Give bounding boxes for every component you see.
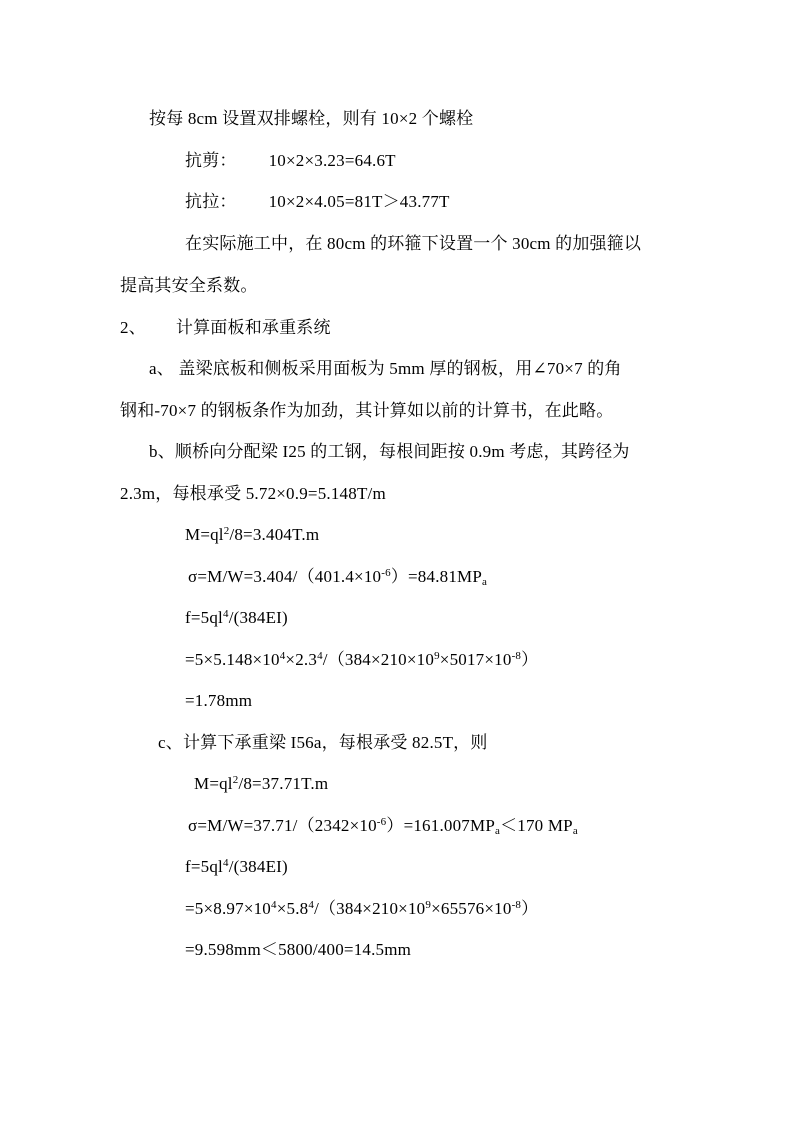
tension-value: 10×2×4.05=81T＞43.77T xyxy=(268,192,450,211)
text: c、计算下承重梁 I56a，每根承受 82.5T，则 xyxy=(158,733,488,752)
shear-label: 抗剪： xyxy=(185,151,237,170)
superscript: 4 xyxy=(271,899,277,911)
formula-deflection-b-result xyxy=(185,690,252,712)
superscript: 2 xyxy=(223,525,230,537)
text: =1.78mm xyxy=(185,691,253,710)
subscript: a xyxy=(572,825,578,837)
superscript: 2 xyxy=(232,774,239,786)
text: ×65576×10 xyxy=(431,899,512,918)
superscript: 4 xyxy=(317,650,323,662)
text-line-item-c xyxy=(158,732,488,754)
formula-deflection-b xyxy=(185,607,288,629)
superscript: 9 xyxy=(434,650,440,662)
formula-moment-b xyxy=(185,524,319,546)
superscript: -8 xyxy=(511,899,522,911)
text: /8=37.71T.m xyxy=(238,774,329,793)
text: ） xyxy=(521,899,539,918)
text: 按每 8cm 设置双排螺栓，则有 10×2 个螺栓 xyxy=(149,109,474,128)
formula-moment-c xyxy=(194,773,328,795)
formula-stress-c xyxy=(188,815,578,837)
text: /（384×210×10 xyxy=(322,650,435,669)
superscript: -8 xyxy=(511,650,522,662)
text: σ=M/W=3.404/（401.4×10 xyxy=(188,567,382,586)
text: ×5.8 xyxy=(276,899,309,918)
text-line-item-b xyxy=(149,441,630,463)
text-line-tension xyxy=(185,191,450,213)
text-line-item-a-cont xyxy=(120,400,613,422)
text: M=ql xyxy=(185,525,224,544)
text-line-bolt-setup xyxy=(149,108,473,130)
formula-deflection-c-calc xyxy=(185,898,538,920)
text: 提高其安全系数。 xyxy=(120,276,258,295)
text: ＜170 MP xyxy=(500,816,573,835)
text: M=ql xyxy=(194,774,233,793)
superscript: -6 xyxy=(381,567,391,579)
text-line-shear xyxy=(185,150,396,172)
text-line-safety xyxy=(120,275,258,297)
text: ）=161.007MP xyxy=(386,816,495,835)
text-line-item-b-cont xyxy=(120,483,386,505)
text: /(384EI) xyxy=(228,608,288,627)
subscript: a xyxy=(482,576,488,588)
text: 2.3m，每根承受 5.72×0.9=5.148T/m xyxy=(120,484,386,503)
text: /（384×210×10 xyxy=(314,899,426,918)
text: ×5017×10 xyxy=(439,650,512,669)
text: ×2.3 xyxy=(285,650,318,669)
superscript: 4 xyxy=(279,650,286,662)
formula-deflection-c xyxy=(185,856,288,878)
section-title: 计算面板和承重系统 xyxy=(175,318,331,337)
text: f=5ql xyxy=(185,857,223,876)
text: 钢和-70×7 的钢板条作为加劲，其计算如以前的计算书，在此略。 xyxy=(120,401,614,420)
section-number: 2、 xyxy=(120,318,146,337)
text: b、顺桥向分配梁 I25 的工钢，每根间距按 0.9m 考虑，其跨径为 xyxy=(149,442,630,461)
text: =5×5.148×10 xyxy=(185,650,280,669)
text-line-item-a xyxy=(149,358,622,380)
superscript: 4 xyxy=(222,608,229,620)
formula-deflection-b-calc xyxy=(185,649,538,671)
text: ）=84.81MP xyxy=(390,567,483,586)
text: =5×8.97×10 xyxy=(185,899,272,918)
text: /(384EI) xyxy=(228,857,288,876)
shear-value: 10×2×3.23=64.6T xyxy=(268,151,396,170)
text: a、 盖梁底板和侧板采用面板为 5mm 厚的钢板，用∠70×7 的角 xyxy=(149,359,622,378)
subscript: a xyxy=(494,825,501,837)
superscript: 9 xyxy=(425,899,432,911)
formula-stress-b xyxy=(188,566,487,588)
superscript: 4 xyxy=(222,857,229,869)
tension-label: 抗拉： xyxy=(185,192,237,211)
superscript: 4 xyxy=(308,899,315,911)
text: =9.598mm＜5800/400=14.5mm xyxy=(185,940,412,959)
text: σ=M/W=37.71/（2342×10 xyxy=(188,816,377,835)
section-heading-2 xyxy=(120,317,331,339)
text: ） xyxy=(521,650,539,669)
text: /8=3.404T.m xyxy=(229,525,320,544)
formula-deflection-c-result xyxy=(185,939,411,961)
superscript: -6 xyxy=(376,816,387,828)
text: 在实际施工中，在 80cm 的环箍下设置一个 30cm 的加强箍以 xyxy=(185,234,642,253)
text-line-construction xyxy=(185,233,641,255)
text: f=5ql xyxy=(185,608,223,627)
